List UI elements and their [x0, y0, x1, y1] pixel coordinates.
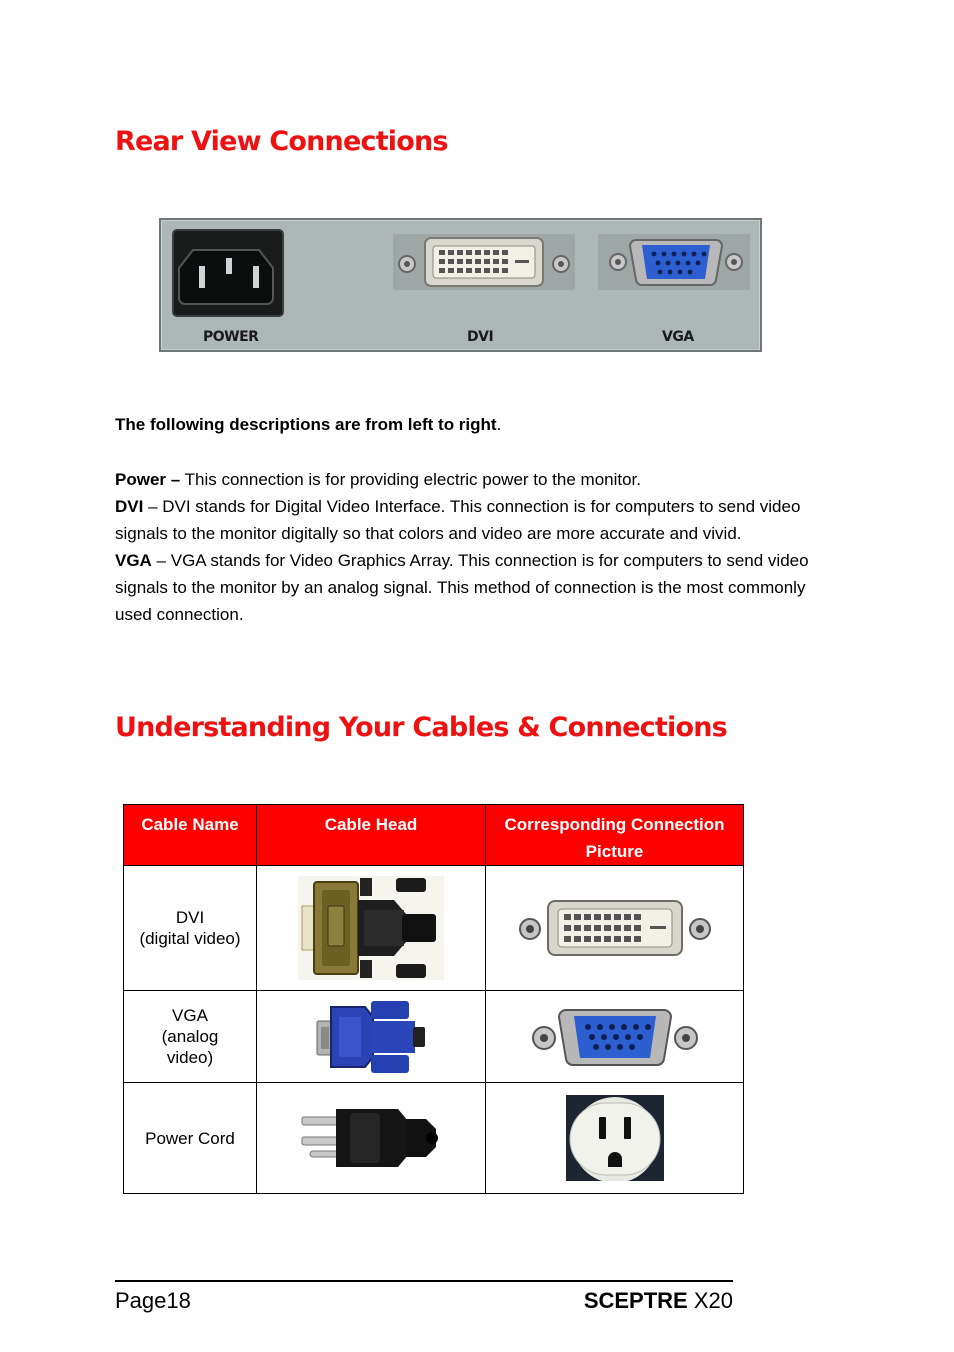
vga-port-icon: [598, 234, 750, 290]
cable-name-cell: [124, 991, 257, 1083]
intro-bold: The following descriptions are from left to right: [115, 415, 497, 434]
cable-name-detail: (digital video): [139, 929, 241, 948]
brand-model: [584, 1288, 733, 1314]
power-outlet-icon: [566, 1095, 664, 1181]
cable-name-detail: (analog: [161, 1027, 219, 1046]
connection-picture-cell: [486, 991, 744, 1083]
connection-picture-cell: [486, 866, 744, 991]
header-cable-name: Cable Name: [124, 805, 257, 866]
connection-picture-cell: [486, 1083, 744, 1194]
dvi-port-icon: [516, 897, 714, 959]
desc-text-dvi: – DVI stands for Digital Video Interface. This connection is for computers to send video signals to the monitor digitally so that colors and video are more accurate and vivid.: [115, 497, 801, 543]
dvi-port-icon: [393, 234, 575, 290]
header-cable-head: Cable Head: [257, 805, 486, 866]
cable-name: VGA: [172, 1006, 208, 1025]
cable-name: Power Cord: [145, 1128, 235, 1148]
table-row: [124, 866, 744, 991]
power-inlet-icon: [171, 228, 287, 318]
dvi-cable-head-icon: [298, 876, 444, 980]
model-name: X20: [687, 1288, 733, 1313]
cable-head-cell: [257, 1083, 486, 1194]
section-title-rear-view: Rear View Connections: [115, 126, 448, 157]
cable-head-cell: [257, 866, 486, 991]
table-row: [124, 1083, 744, 1194]
table-row: [124, 991, 744, 1083]
cable-table: [123, 804, 744, 1194]
cable-name-cell: [124, 866, 257, 991]
table-header-row: [124, 805, 744, 866]
desc-term-dvi: DVI: [115, 497, 144, 516]
intro-period: .: [496, 415, 502, 434]
vga-port-label: VGA: [662, 329, 694, 345]
connection-descriptions: [115, 466, 845, 628]
intro-sentence: [115, 411, 845, 438]
footer-divider: [115, 1280, 733, 1282]
vga-port-icon: [528, 1006, 702, 1068]
page-number: Page18: [115, 1288, 191, 1313]
desc-term-power: Power –: [115, 470, 181, 489]
power-plug-icon: [296, 1103, 446, 1173]
cable-name-cell: [124, 1083, 257, 1194]
cable-head-cell: [257, 991, 486, 1083]
desc-text-vga: – VGA stands for Video Graphics Array. This connection is for computers to send video signals to the monitor by an analog signal. This method of connection is the most commonly used connection.: [115, 551, 809, 624]
desc-term-vga: VGA: [115, 551, 152, 570]
cable-name: DVI: [175, 908, 205, 927]
power-port-label: POWER: [203, 329, 259, 345]
rear-panel-image: [159, 218, 762, 352]
cable-name-detail: video): [166, 1048, 214, 1067]
dvi-port-label: DVI: [467, 329, 494, 345]
brand-name: SCEPTRE: [583, 1288, 688, 1313]
vga-cable-head-icon: [313, 999, 429, 1075]
desc-text-power: This connection is for providing electric power to the monitor.: [180, 470, 642, 489]
section-title-cables: Understanding Your Cables & Connections: [115, 712, 727, 743]
header-connection-picture: Corresponding Connection Picture: [486, 805, 744, 866]
